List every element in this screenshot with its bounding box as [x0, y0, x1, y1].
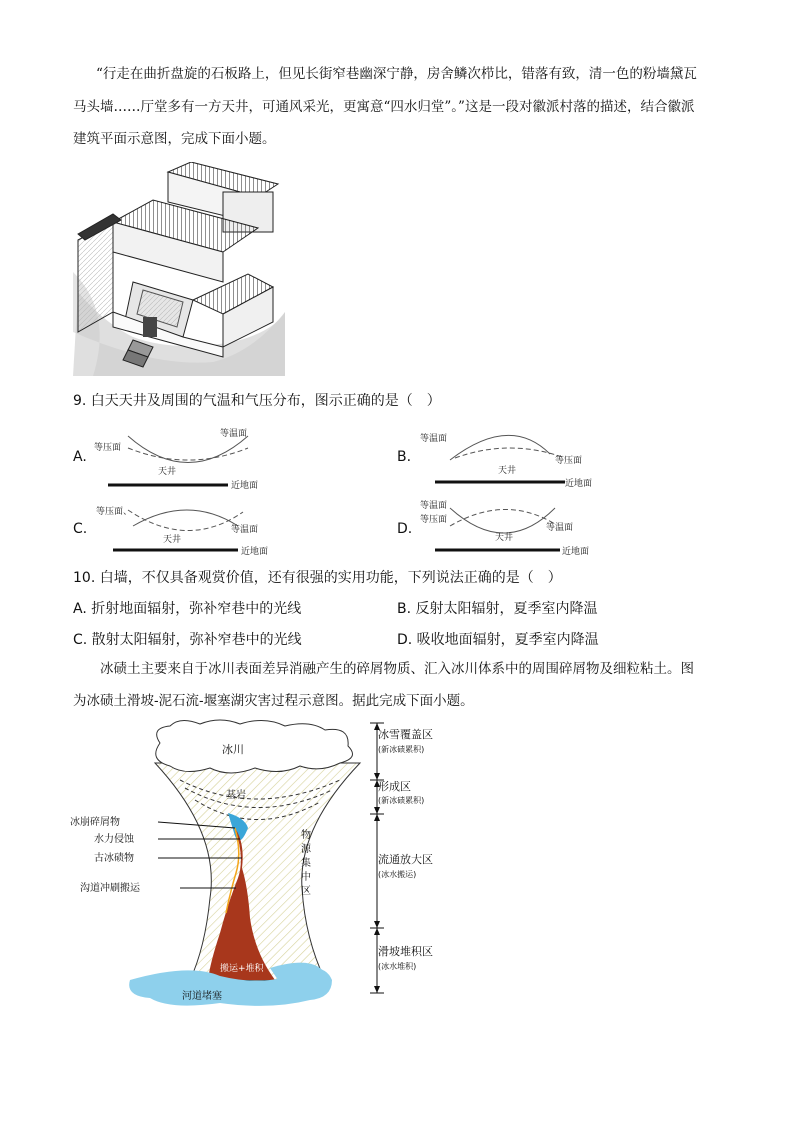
q9-c-isotherm-label: 等温面 [231, 525, 259, 535]
q9-d-isobar-label: 等压面 [420, 515, 448, 525]
glacier-hazard-diagram [70, 718, 470, 1023]
q9-b-isotherm-label: 等温面 [420, 434, 448, 444]
q9-b-well-label: 天井 [498, 466, 517, 476]
q10-stem: 10. 白墙，不仅具备观赏价值，还有很强的实用功能，下列说法正确的是（ ） [73, 570, 562, 586]
passage1-line1: “行走在曲折盘旋的石板路上，但见长街窄巷幽深宁静，房舍鳞次栉比，错落有致，清一色的粉墙黛瓦 [96, 66, 697, 82]
q9-stem: 9. 白天天井及周围的气温和气压分布，图示正确的是（ ） [73, 393, 441, 409]
zone-snow-cover-sub: (新冰碛累积) [378, 745, 425, 754]
q9-d-ground-label: 近地面 [562, 547, 590, 557]
q9-option-a-diagram[interactable] [88, 424, 278, 490]
q9-option-b-diagram[interactable] [410, 424, 600, 490]
zone-snow-cover: 冰雪覆盖区 [378, 728, 433, 741]
channel-scour-label: 沟道冲刷搬运 [80, 883, 140, 894]
source-zone-char-5: 区 [301, 886, 311, 897]
zone-deposit-sub: (冰水堆积) [378, 962, 417, 971]
zone-formation-sub: (新冰碛累积) [378, 796, 425, 805]
q9-a-isotherm-label: 等温面 [220, 429, 248, 439]
q10-option-a[interactable]: A. 折射地面辐射，弥补窄巷中的光线 [73, 601, 302, 617]
icefall-debris-label: 冰崩碎屑物 [70, 817, 120, 828]
ancient-moraine-label: 古冰碛物 [94, 853, 134, 864]
q9-c-isobar-label: 等压面、 [96, 507, 133, 517]
q10-option-c[interactable]: C. 散射太阳辐射，弥补窄巷中的光线 [73, 632, 302, 648]
q9-option-d-letter[interactable]: D. [397, 521, 413, 537]
q9-option-d-diagram[interactable] [410, 496, 600, 558]
passage1-line3: 建筑平面示意图，完成下面小题。 [73, 131, 276, 147]
q10-option-d[interactable]: D. 吸收地面辐射，夏季室内降温 [397, 632, 599, 648]
passage2-line1: 冰碛土主要来自于冰川表面差异消融产生的碎屑物质、汇入冰川体系中的周围碎屑物及细粒粘土。图 [100, 661, 694, 677]
passage1-line2: 马头墙……厅堂多有一方天井，可通风采光，更寓意“四水归堂”。”这是一段对徽派村落的描述，结合徽派 [73, 99, 695, 115]
zone-deposit: 滑坡堆积区 [378, 945, 433, 958]
zone-flow: 流通放大区 [378, 853, 433, 866]
q9-a-well-label: 天井 [158, 467, 177, 477]
q9-a-isobar-label: 等压面 [94, 443, 122, 453]
transport-deposit-label: 搬运+堆积 [220, 964, 264, 974]
q9-option-c-letter[interactable]: C. [73, 521, 88, 537]
water-erosion-label: 水力侵蚀 [94, 834, 134, 845]
q9-c-ground-label: 近地面 [241, 547, 269, 557]
river-block-label: 河道堵塞 [182, 991, 222, 1002]
q10-option-b[interactable]: B. 反射太阳辐射，夏季室内降温 [397, 601, 598, 617]
bedrock-label: 基岩 [226, 790, 246, 801]
glacier-label: 冰川 [222, 743, 244, 756]
source-zone-char-4: 中 [301, 872, 311, 883]
q9-option-b-letter[interactable]: B. [397, 449, 412, 465]
hui-architecture-illustration [73, 162, 285, 376]
q9-d-isotherm-label: 等温面 [420, 501, 448, 511]
q9-b-isobar-label: 等压面 [555, 456, 583, 466]
zone-formation: 形成区 [378, 780, 411, 793]
q9-option-a-letter[interactable]: A. [73, 449, 87, 465]
source-zone-char-2: 源 [301, 844, 311, 855]
source-zone-char-1: 物 [301, 830, 311, 841]
passage2-line2: 为冰碛土滑坡-泥石流-堰塞湖灾害过程示意图。据此完成下面小题。 [73, 693, 474, 709]
q9-b-ground-label: 近地面 [565, 479, 593, 489]
q9-a-ground-label: 近地面 [231, 481, 259, 490]
zone-flow-sub: (冰水搬运) [378, 870, 417, 879]
q9-d-well-label: 天井 [495, 533, 514, 543]
q9-option-c-diagram[interactable] [88, 500, 288, 560]
source-zone-char-3: 集 [301, 858, 311, 869]
q9-c-well-label: 天井 [163, 535, 182, 545]
q9-d-isotherm-label-right: 等温面 [546, 523, 574, 533]
